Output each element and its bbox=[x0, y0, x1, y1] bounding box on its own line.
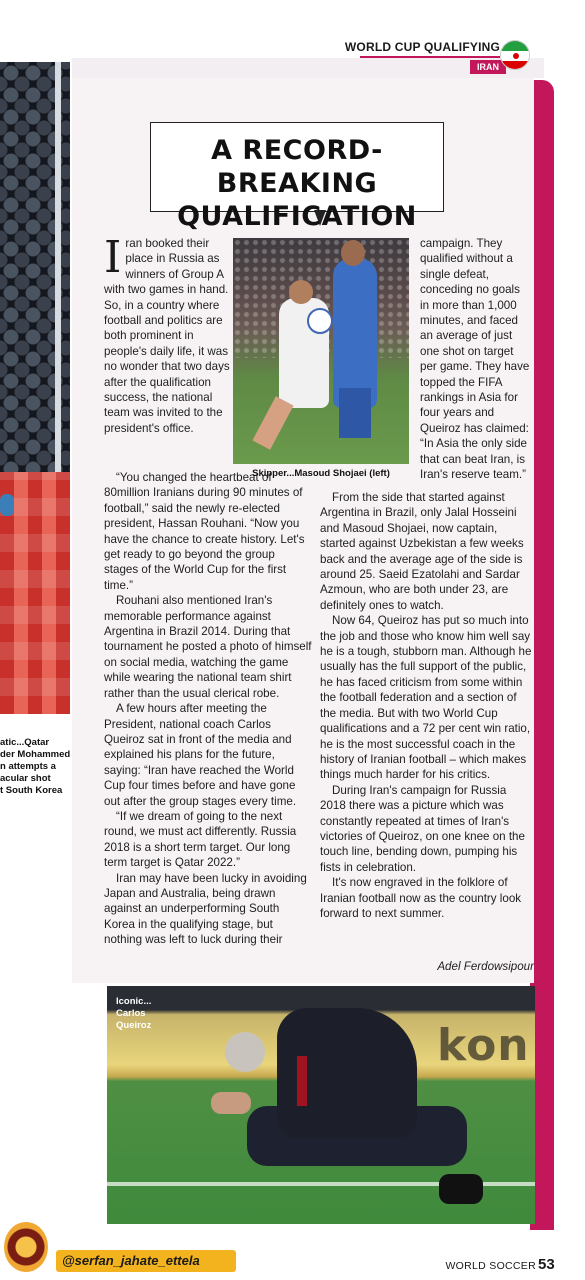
article-paragraph: A few hours after meeting the President, national coach Carlos Queiroz sat in front of the media and explained his plans for the future, saying: “Iran have reached the World Cup four times before and have gone out after the group stages every time. bbox=[104, 702, 297, 808]
previous-page-caption bbox=[0, 737, 70, 797]
coach-shoe bbox=[439, 1174, 483, 1204]
channel-logo-icon bbox=[4, 1222, 48, 1272]
caption-line: Queiroz bbox=[116, 1020, 152, 1031]
article-column-2-bottom bbox=[320, 490, 534, 921]
caption-line: n attempts a bbox=[0, 761, 56, 772]
coach-fists bbox=[211, 1092, 251, 1114]
coach-tie bbox=[297, 1056, 307, 1106]
uzbek-player bbox=[333, 258, 377, 408]
page-number: 53 bbox=[538, 1256, 555, 1273]
caption-line: acular shot bbox=[0, 773, 51, 784]
photo-caption: Skipper...Masoud Shojaei (left) bbox=[252, 468, 390, 479]
player-head bbox=[289, 280, 313, 304]
article-paragraph: Now 64, Queiroz has put so much into the job and those who know him well say he is a tough, stubborn man. Although he usually has the full support of the public, he has faced criticism from some within the football federation and a section of the media. But with two World Cup qualifications and a 72 per cent win ratio, he is the most successful coach in the history of Iranian football – which makes things much harder for his critics. bbox=[320, 614, 532, 782]
article-paragraph: “You changed the heartbeat of 80million Iranians during 90 minutes of football,” said the newly re-elected president, Hassan Rouhani. “Now you have the chance to create history. Let's get ready to go beyond the group stages of the World Cup for the first time.” bbox=[104, 471, 305, 592]
headline-line: QUALIFICATION bbox=[177, 201, 417, 232]
advertising-board-text: kon bbox=[437, 1020, 530, 1071]
headline-line: A RECORD-BREAKING bbox=[211, 135, 383, 199]
publication-name: WORLD SOCCER bbox=[445, 1260, 536, 1272]
previous-page-photo bbox=[0, 62, 70, 714]
caption-line: der Mohammed bbox=[0, 749, 70, 760]
football-icon bbox=[307, 308, 333, 334]
article-column-1-top bbox=[104, 232, 230, 436]
section-rule bbox=[360, 56, 500, 58]
author-byline: Adel Ferdowsipour bbox=[437, 960, 534, 973]
article-column-2-top bbox=[420, 236, 532, 483]
article-paragraph: Iran may have been lucky in avoiding Japan and Australia, being drawn against an underperforming South Korea in the qualifying stage, but nothing was left to luck during their bbox=[104, 871, 307, 947]
headline bbox=[150, 134, 444, 233]
article-column-1-bottom bbox=[104, 470, 312, 948]
channel-watermark: @serfan_jahate_ettela bbox=[56, 1250, 236, 1272]
photo-caption bbox=[116, 996, 186, 1032]
country-badge: IRAN bbox=[470, 60, 506, 74]
article-paragraph: Rouhani also mentioned Iran's memorable performance against Argentina in Brazil 2014. During that tournament he posted a photo of himself on social media, watching the game while wearing the national team shirt rather than the usual clerical robe. bbox=[104, 594, 312, 700]
caption-line: t South Korea bbox=[0, 785, 63, 796]
player-leg bbox=[252, 396, 293, 450]
player-legs bbox=[339, 388, 371, 438]
caption-line: Carlos bbox=[116, 1008, 146, 1019]
article-paragraph: From the side that started against Argentina in Brazil, only Jalal Hosseini and Masoud Shojaei, now captain, started against Uzbekistan a few weeks back and the average age of the side is around 25. Saeid Ezatolahi and Sardar Azmoun, who are both under 23, are definitely ones to watch. bbox=[320, 491, 524, 612]
player-head bbox=[341, 240, 365, 266]
caption-line: atic...Qatar bbox=[0, 737, 50, 748]
iran-flag-icon bbox=[500, 40, 530, 70]
article-paragraph: campaign. They qualified without a single defeat, conceding no goals in more than 1,000 minutes, and faced an average of just one shot on target per game. They have topped the FIFA rankings in Asia for four years and Queiroz has claimed: “In Asia the only side that can beat Iran, is Iran's reserve team.” bbox=[420, 237, 530, 482]
goal-post bbox=[55, 62, 61, 492]
article-paragraph: ran booked their place in Russia as winners of Group A with two games in hand. So, in a country where football and politics are both prominent in people's daily life, it was no wonder that two days after the qualification success, the national team was invited to the president's office. bbox=[104, 237, 230, 435]
coach-head bbox=[225, 1032, 265, 1072]
article-paragraph: It's now engraved in the folklore of Iranian football now as the country look forward to next summer. bbox=[320, 876, 522, 920]
drop-cap: I bbox=[104, 232, 122, 283]
article-paragraph: During Iran's campaign for Russia 2018 there was a picture which was constantly repeated at times of Iran's victories of Queiroz, on one knee on the touch line, bending down, pumping his fists in celebration. bbox=[320, 783, 525, 874]
shojaei-photo bbox=[233, 238, 409, 464]
goalkeeper-glove bbox=[0, 494, 14, 516]
article-paragraph: “If we dream of going to the next round, we must act differently. Russia 2018 is a short term target. Our long term target is Qatar 2022.” bbox=[104, 809, 297, 870]
section-title: WORLD CUP QUALIFYING bbox=[344, 40, 500, 54]
caption-line: Iconic... bbox=[116, 996, 152, 1007]
